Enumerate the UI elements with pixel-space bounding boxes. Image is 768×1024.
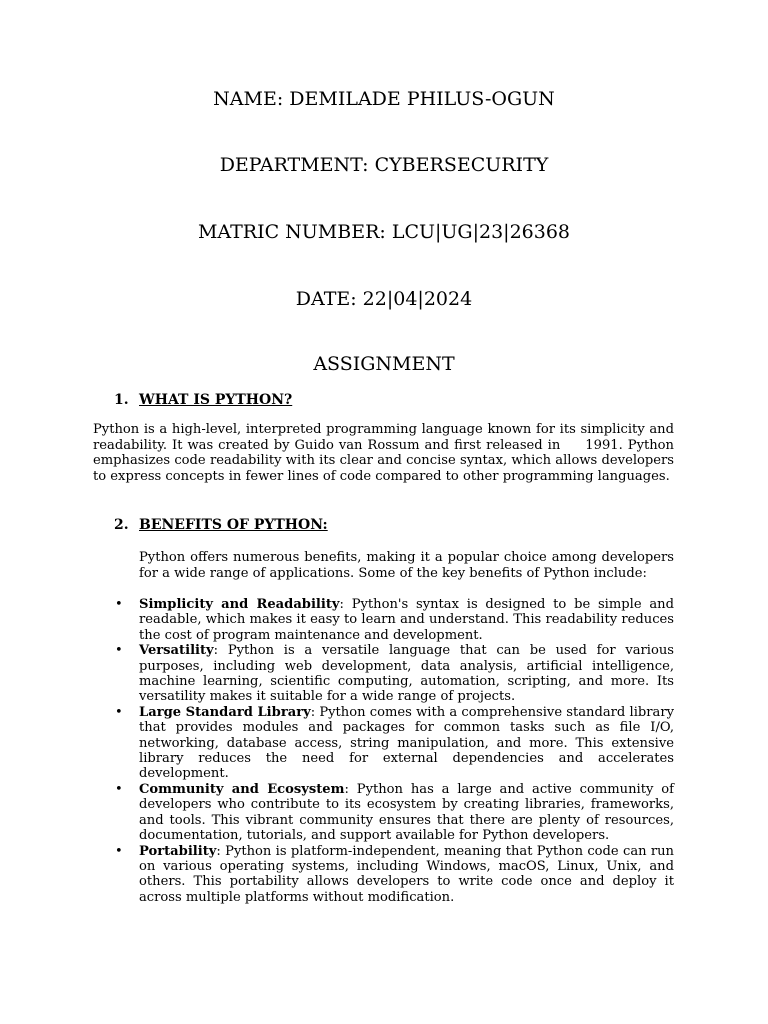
section-heading-benefits — [114, 516, 328, 534]
list-item — [115, 597, 674, 643]
list-item — [115, 843, 674, 906]
section-title: WHAT IS PYTHON? — [139, 392, 293, 408]
matric-number: MATRIC NUMBER: LCU|UG|23|26368 — [197, 221, 571, 243]
benefit-term: Portability — [139, 843, 217, 859]
benefit-text: : Python is platform-independent, meaning that Python code can run on various operating systems, including Windows, macOS, Linux, Unix, and others. This portability allows developers to write code once and deploy it across multiple platforms without modification. — [139, 843, 674, 905]
benefits-intro-paragraph: Python offers numerous benefits, making it a popular choice among developers for a wide range of applications. Some of the key benefits of Python include: — [139, 550, 674, 581]
list-item — [115, 643, 674, 705]
benefit-text: : Python's syntax is designed to be simple and readable, which makes it easy to learn and understand. This readability reduces the cost of program maintenance and development. — [139, 597, 674, 643]
list-item — [115, 704, 675, 782]
benefit-term: Simplicity and Readability — [139, 597, 340, 612]
department: DEPARTMENT: CYBERSECURITY — [219, 154, 549, 176]
section-number: 1. — [114, 392, 129, 408]
benefit-text: : Python has a large and active community of developers who contribute to its ecosystem by creating libraries, frameworks, and tools. This vibrant community ensures that there are plenty of resources, documentation, tutorials, and support available for Python developers. — [139, 781, 674, 844]
bullet-icon: • — [115, 781, 123, 797]
student-name: NAME: DEMILADE PHILUS-OGUN — [213, 88, 555, 110]
benefit-term: Versatility — [139, 643, 214, 659]
what-is-python-paragraph: Python is a high-level, interpreted programming language known for its simplicity and readability. It was created by Guido van Rossum and first released in 1991. Python emphasizes code readability with its clear and concise syntax, which allows developers to express concepts in fewer lines of code compared to other programming languages. — [93, 422, 674, 484]
section-number: 2. — [114, 517, 129, 533]
bullet-icon: • — [115, 597, 123, 612]
benefits-list — [115, 597, 675, 905]
section-heading-what-is-python — [114, 391, 292, 409]
bullet-icon: • — [115, 704, 123, 720]
benefit-term: Community and Ecosystem — [139, 781, 345, 797]
assignment-title: ASSIGNMENT — [313, 353, 455, 375]
section-title: BENEFITS OF PYTHON: — [139, 517, 328, 533]
list-item — [115, 781, 674, 844]
bullet-icon: • — [115, 643, 123, 659]
bullet-icon: • — [115, 843, 123, 859]
benefit-text: : Python is a versatile language that can be used for various purposes, including web development, data analysis, artificial intelligence, machine learning, scientific computing, automation, scripting, and more. Its versatility makes it suitable for a wide range of projects. — [139, 643, 674, 705]
benefit-text: : Python comes with a comprehensive standard library that provides modules and packages for common tasks such as file I/O, networking, database access, string manipulation, and more. This extensive library reduces the need for external dependencies and accelerates development. — [139, 704, 675, 782]
benefit-term: Large Standard Library — [139, 704, 311, 720]
date: DATE: 22|04|2024 — [295, 288, 473, 310]
